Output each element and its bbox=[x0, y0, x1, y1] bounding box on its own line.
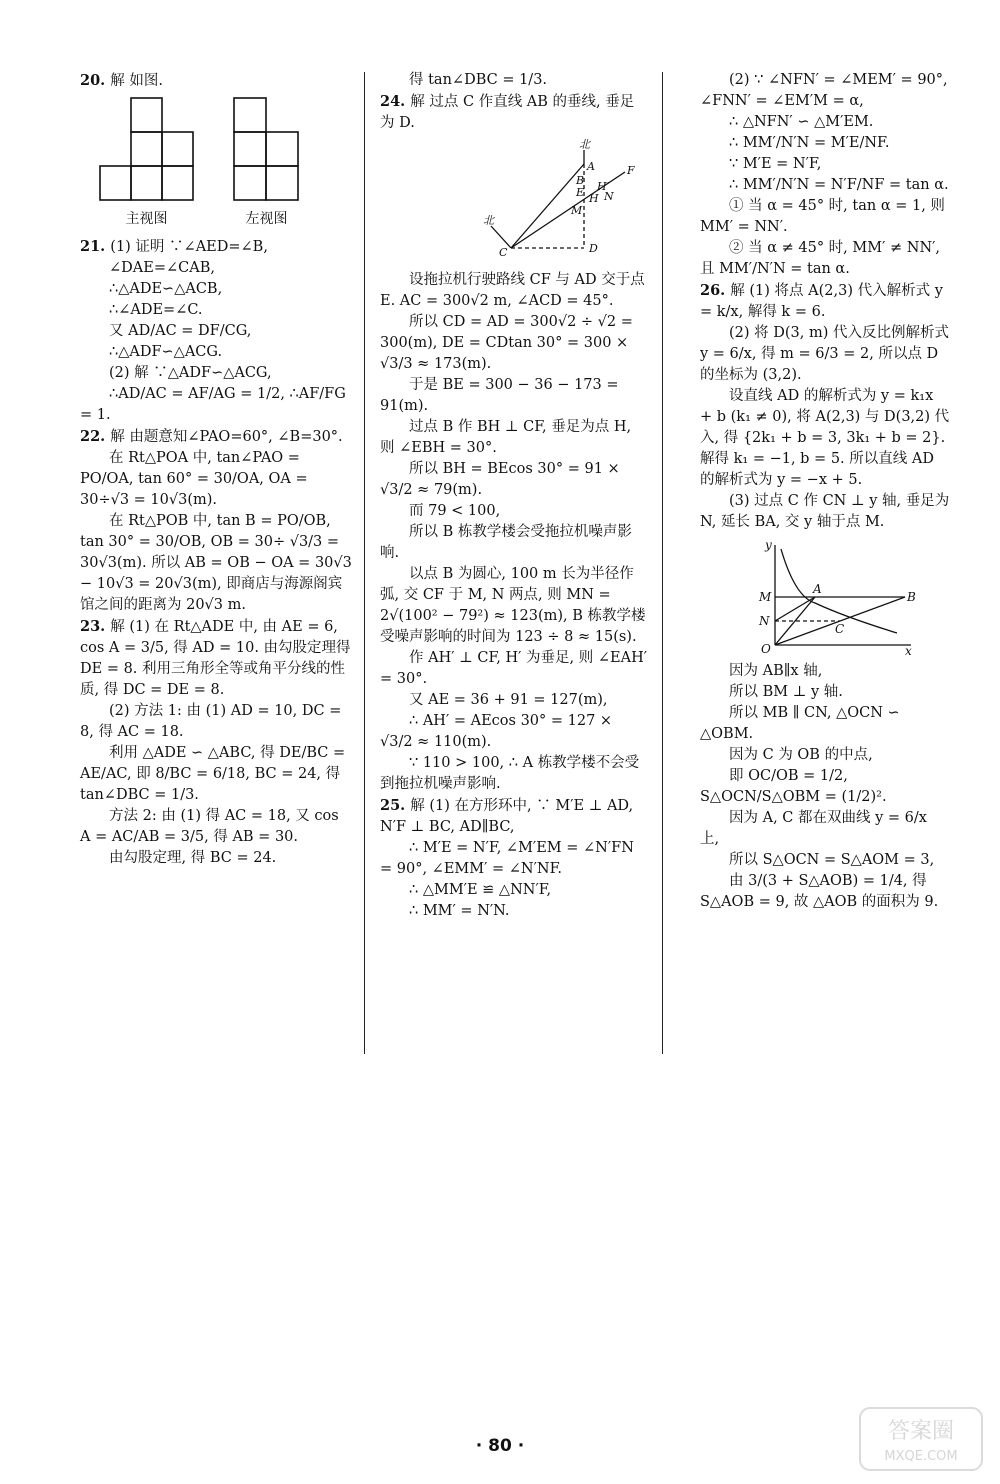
q24-figure bbox=[429, 138, 635, 266]
fig24-label: H bbox=[589, 192, 599, 205]
q25-part2-line: ∴ △NFN′ ∽ △M′EM. bbox=[729, 114, 874, 130]
q24-line: 24. 解 过点 C 作直线 AB 的垂线, 垂足为 D. bbox=[380, 93, 635, 131]
q26-line: 因为 A, C 都在双曲线 y = 6/x 上, bbox=[700, 810, 927, 847]
q21-line: ∴∠ADE=∠C. bbox=[109, 302, 203, 318]
q24-line: 设拖拉机行驶路线 CF 与 AD 交于点 E. AC = 300√2 m, ∠ACD = 45°. bbox=[380, 272, 645, 309]
fig26-label: A bbox=[813, 582, 822, 596]
column-3 bbox=[700, 70, 950, 913]
q23-end-line: 得 tan∠DBC = 1/3. bbox=[409, 72, 548, 88]
q25-part2-line: ∴ MM′/N′N = N′F/NF = tan α. bbox=[729, 177, 949, 193]
q23-line: (2) 方法 1: 由 (1) AD = 10, DC = 8, 得 AC = 18. bbox=[80, 703, 342, 740]
q26-line: 即 OC/OB = 1/2, S△OCN/S△OBM = (1/2)². bbox=[700, 768, 887, 805]
q21-line: ∠DAE=∠CAB, bbox=[109, 260, 215, 276]
left-view-drawing bbox=[232, 96, 302, 202]
column-divider bbox=[662, 72, 663, 1054]
question-number: 25. bbox=[380, 797, 411, 814]
fig24-label: A bbox=[587, 160, 595, 173]
left-view bbox=[232, 96, 302, 230]
fig24-label: 北 bbox=[579, 138, 590, 151]
column-2 bbox=[380, 70, 648, 922]
watermark-logo bbox=[856, 1404, 986, 1474]
left-view-caption: 左视图 bbox=[245, 211, 288, 227]
q23-line: 方法 2: 由 (1) 得 AC = 18, 又 cos A = AC/AB = 3/5, 得 AB = 30. bbox=[80, 808, 339, 845]
q24-line: 所以 BH = BEcos 30° = 91 × √3/2 ≈ 79(m). bbox=[380, 461, 620, 498]
q26-line: 26. 解 (1) 将点 A(2,3) 代入解析式 y = k/x, 解得 k = 6. bbox=[700, 282, 943, 320]
fig26-label: O bbox=[761, 642, 771, 656]
fig26-label: y bbox=[765, 538, 772, 552]
q25-part2-line: ∵ M′E = N′F, bbox=[729, 156, 822, 172]
q23-line: 23. 解 (1) 在 Rt△ADE 中, 由 AE = 6, cos A = 3/5, 得 AD = 10. 由勾股定理得 DE = 8. 利用三角形全等或角平分线的性质, 得 DC = DE = 8. bbox=[80, 618, 351, 698]
q26-line: 所以 BM ⊥ y 轴. bbox=[729, 684, 843, 700]
q21-line: ∴△ADF∽△ACG. bbox=[109, 344, 223, 360]
fig24-label: 北 bbox=[483, 214, 494, 227]
q25-line: ∴ MM′ = N′N. bbox=[409, 903, 510, 919]
fig24-label: M bbox=[571, 204, 583, 217]
q21-line: (2) 解 ∵△ADF∽△ACG, bbox=[109, 365, 272, 381]
page-number: · 80 · bbox=[475, 1436, 525, 1456]
q20-heading: 20. 解 如图. bbox=[80, 72, 163, 89]
q26-figure bbox=[735, 537, 915, 657]
q23-line: 利用 △ADE ∽ △ABC, 得 DE/BC = AE/AC, 即 8/BC = 6/18, BC = 24, 得 tan∠DBC = 1/3. bbox=[80, 745, 346, 803]
q25-part2-line: ② 当 α ≠ 45° 时, MM′ ≠ NN′, 且 MM′/N′N = tan α. bbox=[700, 240, 941, 277]
fig26-label: x bbox=[905, 644, 912, 658]
q24-line: 所以 CD = AD = 300√2 ÷ √2 = 300(m), DE = CDtan 30° = 300 × √3/3 ≈ 173(m). bbox=[380, 314, 633, 372]
question-number: 20. bbox=[80, 72, 111, 89]
question-number: 22. bbox=[80, 428, 111, 445]
q26-line: 因为 AB∥x 轴, bbox=[729, 663, 823, 679]
q22-line: 在 Rt△POA 中, tan∠PAO = PO/OA, tan 60° = 30/OA, OA = 30÷√3 = 10√3(m). bbox=[80, 450, 308, 508]
front-view bbox=[99, 96, 195, 230]
column-divider bbox=[364, 72, 365, 1054]
fig24-label: D bbox=[589, 242, 598, 255]
q24-line: ∴ AH′ = AEcos 30° = 127 × √3/2 ≈ 110(m). bbox=[380, 713, 613, 750]
q26-line: (3) 过点 C 作 CN ⊥ y 轴, 垂足为 N, 延长 BA, 交 y 轴于点 M. bbox=[700, 493, 950, 530]
q21-line: 21. (1) 证明 ∵∠AED=∠B, bbox=[80, 238, 268, 255]
fig24-label: H′ bbox=[597, 180, 610, 193]
three-view-figure bbox=[80, 96, 320, 230]
q24-line: 以点 B 为圆心, 100 m 长为半径作弧, 交 CF 于 M, N 两点, 则 MN = 2√(100² − 79²) ≈ 123(m), B 栋教学楼受噪声影响的时间为 123 ÷ 8 ≈ 15(s). bbox=[380, 566, 646, 645]
q24-line: 过点 B 作 BH ⊥ CF, 垂足为点 H, 则 ∠EBH = 30°. bbox=[380, 419, 632, 456]
q26-line: 所以 MB ∥ CN, △OCN ∽ △OBM. bbox=[700, 705, 900, 742]
q24-line: 所以 B 栋教学楼会受拖拉机噪声影响. bbox=[380, 524, 632, 561]
fig26-label: M bbox=[759, 590, 772, 604]
q24-line: 作 AH′ ⊥ CF, H′ 为垂足, 则 ∠EAH′ = 30°. bbox=[380, 650, 648, 687]
fig24-label: F bbox=[627, 164, 635, 177]
fig26-label: N bbox=[759, 614, 770, 628]
q26-line: 因为 C 为 OB 的中点, bbox=[729, 747, 873, 763]
fig24-label: N bbox=[604, 190, 614, 203]
q25-part2-line: ∴ MM′/N′N = M′E/NF. bbox=[729, 135, 890, 151]
q26-line: 设直线 AD 的解析式为 y = k₁x + b (k₁ ≠ 0), 将 A(2,3) 与 D(3,2) 代入, 得 {2k₁ + b = 3, 3k₁ + b = 2}. 解得 k₁ = −1, b = 5. 所以直线 AD 的解析式为 y = −x + 5. bbox=[700, 388, 950, 488]
q25-line: ∴ △MM′E ≌ △NN′F, bbox=[409, 882, 552, 898]
watermark-title: 答案圈 bbox=[887, 1419, 955, 1444]
q21-line: ∴AD/AC = AF/AG = 1/2, ∴AF/FG = 1. bbox=[80, 386, 346, 423]
question-number: 26. bbox=[700, 282, 731, 299]
fig24-label: E bbox=[576, 186, 585, 199]
question-number: 21. bbox=[80, 238, 111, 255]
front-view-drawing bbox=[99, 96, 195, 202]
q23-line: 由勾股定理, 得 BC = 24. bbox=[109, 850, 277, 866]
fig26-label: B bbox=[907, 590, 916, 604]
q24-line: ∵ 110 > 100, ∴ A 栋教学楼不会受到拖拉机噪声影响. bbox=[380, 755, 640, 792]
q22-line: 22. 解 由题意知∠PAO=60°, ∠B=30°. bbox=[80, 428, 343, 445]
q26-line: 由 3/(3 + S△AOB) = 1/4, 得 S△AOB = 9, 故 △AOB 的面积为 9. bbox=[700, 873, 939, 910]
q26-line: 所以 S△OCN = S△AOM = 3, bbox=[729, 852, 935, 868]
fig24-label: C bbox=[499, 246, 508, 259]
column-1 bbox=[80, 70, 352, 869]
q25-line: 25. 解 (1) 在方形环中, ∵ M′E ⊥ AD, N′F ⊥ BC, AD∥BC, bbox=[380, 797, 634, 835]
q25-part2-line: (2) ∵ ∠NFN′ = ∠MEM′ = 90°, ∠FNN′ = ∠EM′M = α, bbox=[700, 72, 948, 109]
question-number: 24. bbox=[380, 93, 411, 110]
q21-line: ∴△ADE∽△ACB, bbox=[109, 281, 223, 297]
q21-line: 又 AD/AC = DF/CG, bbox=[109, 323, 252, 339]
fig24-label: B bbox=[576, 174, 585, 187]
fig26-label: C bbox=[835, 622, 845, 636]
q26-line: (2) 将 D(3, m) 代入反比例解析式 y = 6/x, 得 m = 6/3 = 2, 所以点 D 的坐标为 (3,2). bbox=[700, 325, 949, 383]
q25-part2-line: ① 当 α = 45° 时, tan α = 1, 则 MM′ = NN′. bbox=[700, 198, 945, 235]
q25-line: ∴ M′E = N′F, ∠M′EM = ∠N′FN = 90°, ∠EMM′ = ∠N′NF. bbox=[380, 840, 634, 877]
q22-line: 在 Rt△POB 中, tan B = PO/OB, tan 30° = 30/OB, OB = 30÷ √3/3 = 30√3(m). 所以 AB = OB − OA = 30√3 − 10√3 = 20√3(m), 即商店与海源阁宾馆之间的距离为 20√3 m. bbox=[80, 513, 352, 613]
front-view-caption: 主视图 bbox=[125, 211, 168, 227]
q24-line: 于是 BE = 300 − 36 − 173 = 91(m). bbox=[380, 377, 619, 414]
question-number: 23. bbox=[80, 618, 111, 635]
q24-line: 而 79 < 100, bbox=[409, 503, 501, 519]
watermark-url: MXQE.COM bbox=[884, 1449, 958, 1464]
q24-line: 又 AE = 36 + 91 = 127(m), bbox=[409, 692, 608, 708]
